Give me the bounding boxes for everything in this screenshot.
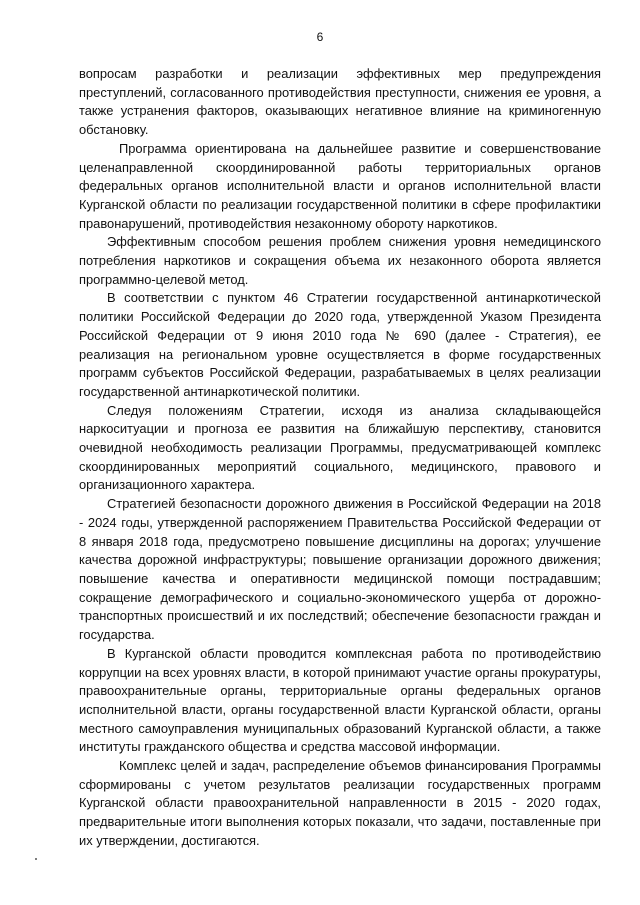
paragraph-goals-and-tasks: Комплекс целей и задач, распределение объемов финансирования Программы сформированы с учетом результатов реализации государственных программ Курганской области правоохранительной направленности в 2015 - 2020 годах, предварительные итоги выполнения которых показали, что задачи, поставленные при их утверждении, достигаются.	[79, 758, 601, 848]
paragraph-road-safety-strategy: Стратегией безопасности дорожного движения в Российской Федерации на 2018 - 2024 годы, утвержденной распоряжением Правительства Российской Федерации от 8 января 2018 года, предусмотрено повышение дисциплины на дорогах; улучшение качества дорожной инфраструктуры; повышение организации дорожного движения; повышение качества и оперативности медицинской помощи пострадавшим; сокращение демографического и социально-экономического ущерба от дорожно-транспортных происшествий и их последствий; обеспечение безопасности граждан и государства.	[79, 496, 601, 643]
scan-speck	[35, 858, 37, 860]
page-number: 6	[316, 30, 324, 44]
paragraph-strategy-provisions: Следуя положениям Стратегии, исходя из анализа складывающейся наркоситуации и прогноза ее развития на ближайшую перспективу, становится очевидной необходимость реализации Программы, предусматривающей комплекс скоординированных мероприятий социального, медицинского, правового и организационного характера.	[79, 402, 601, 493]
document-body	[79, 65, 601, 851]
paragraph-strategy-reference: В соответствии с пунктом 46 Стратегии государственной антинаркотической политики Российской Федерации до 2020 года, утвержденной Указом Президента Российской Федерации от 9 июня 2010 года № 690 (далее - Стратегия), ее реализация на региональном уровне осуществляется в форме государственных программ субъектов Российской Федерации, разрабатываемых в целях реализации государственной антинаркотической политики.	[79, 290, 601, 399]
paragraph-program-orientation: Программа ориентирована на дальнейшее развитие и совершенствование целенаправленной скоординированной работы территориальных органов федеральных органов исполнительной власти и органов исполнительной власти Курганской области по реализации государственной политики в сфере профилактики правонарушений, противодействия незаконному обороту наркотиков.	[79, 140, 601, 231]
paragraph-continuation: вопросам разработки и реализации эффективных мер предупреждения преступлений, согласованного противодействия преступности, снижения ее уровня, а также устранения факторов, оказывающих негативное влияние на криминогенную обстановку.	[79, 66, 601, 138]
paragraph-anti-corruption: В Курганской области проводится комплексная работа по противодействию коррупции на всех уровнях власти, в которой принимают участие органы прокуратуры, правоохранительные органы, территориальные органы федеральных органов исполнительной власти, органы государственной власти Курганской области, органы местного самоуправления муниципальных образований Курганской области, а также институты гражданского общества и средства массовой информации.	[79, 645, 601, 755]
paragraph-program-target-method: Эффективным способом решения проблем снижения уровня немедицинского потребления наркотиков и сокращения объема их незаконного оборота является программно-целевой метод.	[79, 234, 601, 287]
